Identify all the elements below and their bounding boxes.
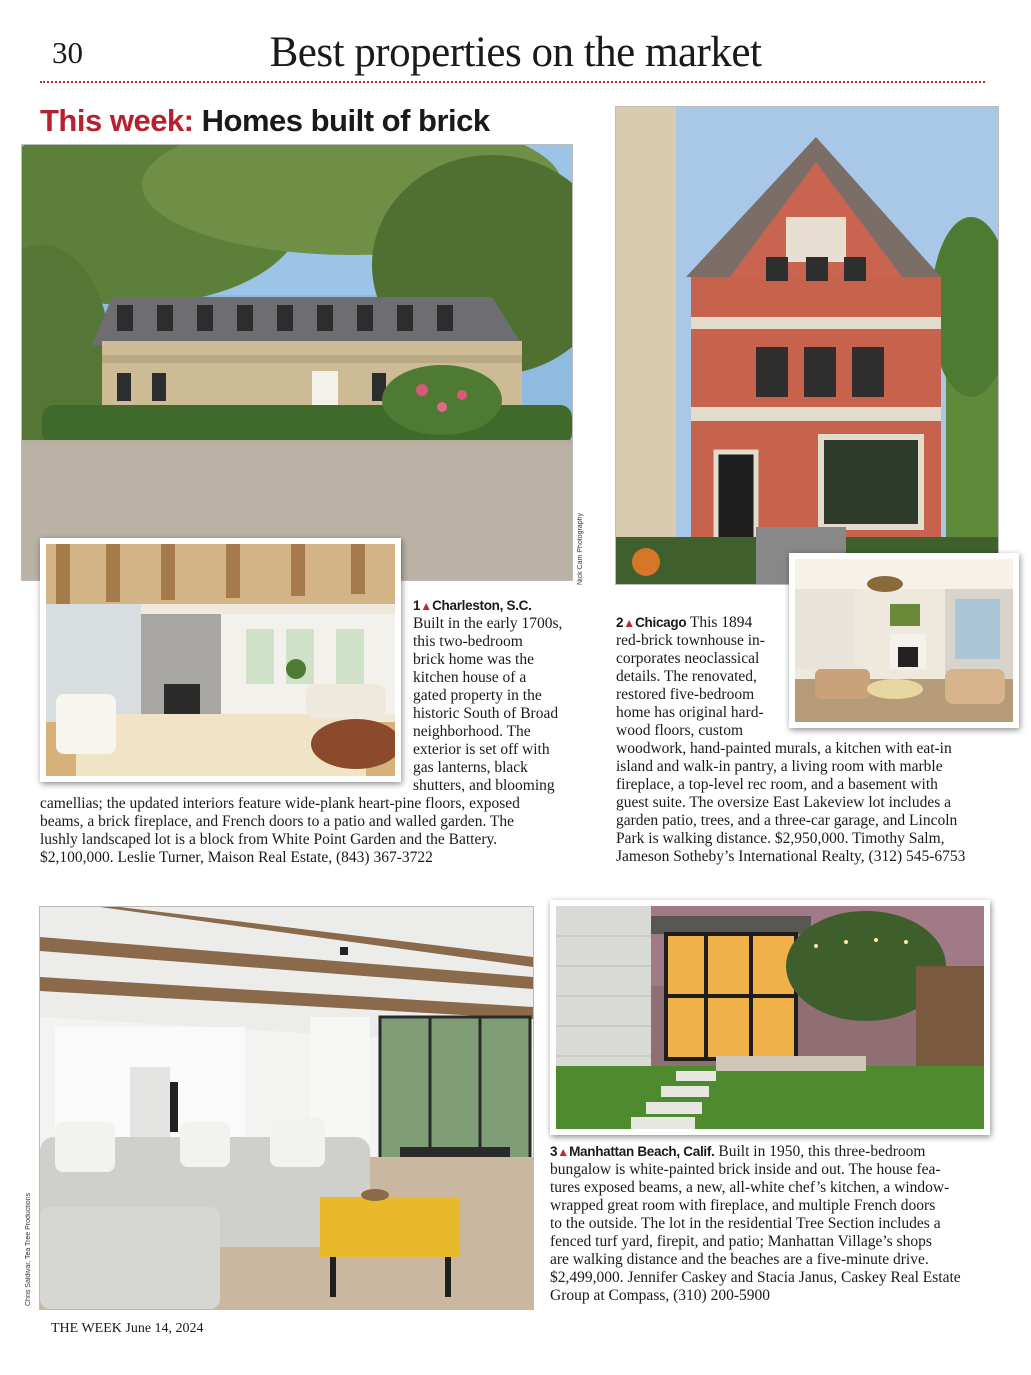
listing-manhattan-beach-heading — [550, 1143, 990, 1161]
page-headline: Best properties on the market — [269, 29, 762, 76]
listing-number: 1 — [413, 598, 421, 613]
listing-line: gas lanterns, black — [413, 759, 528, 776]
listing-line: kitchen house of a — [413, 669, 527, 686]
page-number: 30 — [52, 35, 83, 70]
listing-line: Built in 1950, this three-bedroom — [718, 1143, 926, 1160]
manhattan-beach-exterior-photo — [550, 900, 990, 1135]
listing-location: Manhattan Beach, Calif. — [569, 1144, 715, 1159]
listing-line: wood floors, custom — [616, 722, 744, 739]
listing-number: 3 — [550, 1144, 558, 1159]
listing-line: Park is walking distance. $2,950,000. Timothy Salm, — [616, 830, 945, 847]
listing-charleston-text — [413, 597, 593, 795]
manhattan-beach-interior-photo — [39, 906, 534, 1310]
listing-line: woodwork, hand-painted murals, a kitchen with eat-in — [616, 740, 952, 757]
photo-credit-manhattan-beach: Chris Saldivar, Tea Tree Productions — [25, 1192, 32, 1306]
listing-line: This 1894 — [689, 614, 753, 631]
listing-line: neighborhood. The — [413, 723, 531, 740]
listing-line: lushly landscaped lot is a block from White Point Garden and the Battery. — [40, 831, 498, 848]
photo-credit-charleston: Nick Cam Photography — [577, 513, 584, 585]
listing-line: restored five-bedroom — [616, 686, 755, 703]
listing-line: bungalow is white-painted brick inside and out. The house fea- — [550, 1161, 941, 1178]
listing-line: guest suite. The oversize East Lakeview lot includes a — [616, 794, 952, 811]
listing-line: exterior is set off with — [413, 741, 550, 758]
listing-line: this two-bedroom — [413, 633, 523, 650]
listing-chicago-text-wide — [616, 740, 1016, 866]
listing-line: are walking distance and the beaches are a five-minute drive. — [550, 1251, 929, 1268]
listing-chicago-text — [616, 614, 786, 740]
listing-line: $2,100,000. Leslie Turner, Maison Real Estate, (843) 367-3722 — [40, 849, 433, 866]
listing-location: Charleston, S.C. — [432, 598, 532, 613]
footer-date: June 14, 2024 — [125, 1321, 204, 1336]
listing-number: 2 — [616, 615, 624, 630]
listing-marker-icon: ▲ — [623, 616, 636, 630]
listing-chicago-heading — [616, 614, 786, 632]
page-footer — [51, 1320, 204, 1338]
listing-line: Group at Compass, (310) 200-5900 — [550, 1287, 770, 1304]
charleston-interior-photo — [40, 538, 401, 782]
listing-charleston-text-wide — [40, 795, 600, 867]
listing-line: gated property in the — [413, 687, 542, 704]
section-kicker — [40, 103, 490, 139]
footer-publication: THE WEEK — [51, 1321, 122, 1336]
listing-line: Jameson Sotheby’s International Realty, (312) 545-6753 — [616, 848, 966, 865]
listing-marker-icon: ▲ — [557, 1145, 570, 1159]
listing-line: corporates neoclassical — [616, 650, 760, 667]
chicago-exterior-photo — [615, 106, 999, 585]
listing-manhattan-beach-text — [550, 1143, 990, 1305]
chicago-interior-photo — [789, 553, 1019, 728]
listing-marker-icon: ▲ — [420, 599, 433, 613]
kicker-topic: Homes built of brick — [201, 103, 490, 138]
charleston-exterior-photo — [21, 144, 573, 581]
header-rule — [40, 81, 985, 83]
kicker-lead: This week: — [40, 103, 194, 138]
listing-line: historic South of Broad — [413, 705, 559, 722]
listing-line: island and walk-in pantry, a living room with marble — [616, 758, 943, 775]
listing-line: beams, a brick fireplace, and French doors to a patio and walled garden. The — [40, 813, 515, 830]
listing-line: garden patio, trees, and a three-car garage, and Lincoln — [616, 812, 958, 829]
listing-line: home has original hard- — [616, 704, 764, 721]
listing-line: camellias; the updated interiors feature wide-plank heart-pine floors, exposed — [40, 795, 520, 812]
listing-location: Chicago — [635, 615, 687, 630]
listing-line: fenced turf yard, firepit, and patio; Manhattan Village’s shops — [550, 1233, 932, 1250]
listing-line: wrapped great room with fireplace, and multiple French doors — [550, 1197, 936, 1214]
listing-line: red-brick townhouse in- — [616, 632, 765, 649]
listing-line: $2,499,000. Jennifer Caskey and Stacia Janus, Caskey Real Estate — [550, 1269, 961, 1286]
listing-charleston-heading — [413, 597, 593, 615]
listing-line: tures exposed beams, a new, all-white chef’s kitchen, a window- — [550, 1179, 950, 1196]
listing-line: shutters, and blooming — [413, 777, 555, 794]
listing-line: Built in the early 1700s, — [413, 615, 563, 632]
listing-line: to the outside. The lot in the residential Tree Section includes a — [550, 1215, 941, 1232]
listing-line: details. The renovated, — [616, 668, 757, 685]
listing-line: brick home was the — [413, 651, 534, 668]
listing-line: fireplace, a top-level rec room, and a basement with — [616, 776, 938, 793]
